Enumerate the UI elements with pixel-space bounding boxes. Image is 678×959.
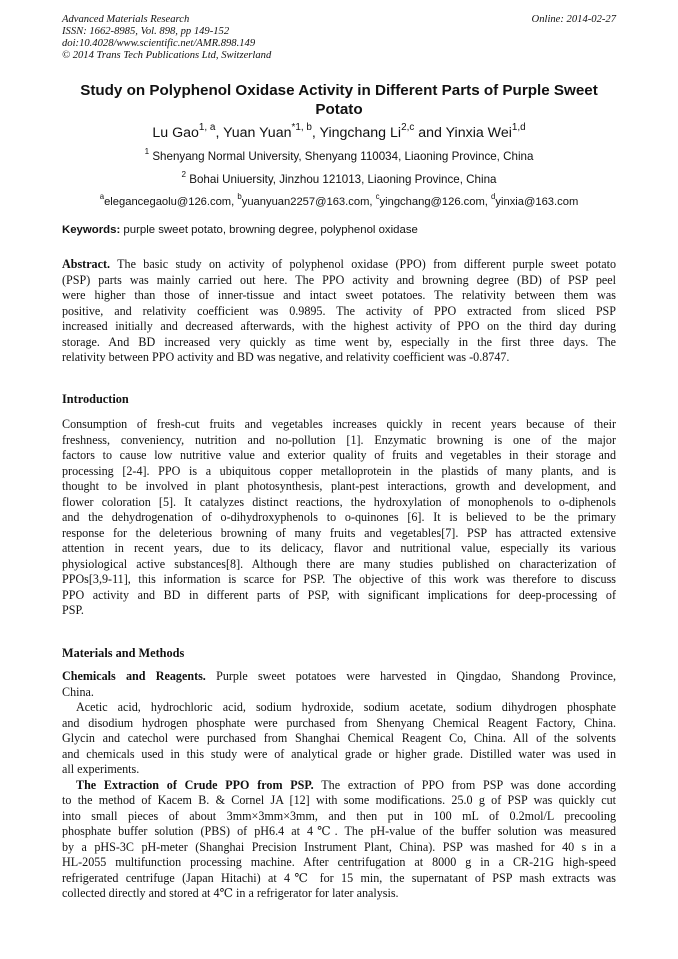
copyright-line: © 2014 Trans Tech Publications Ltd, Switzerland — [62, 50, 272, 61]
body-line: HL-2055 multifunction processing machine. After centrifugation at 8000 g in a CR-21G high-speed — [62, 855, 616, 869]
email-address[interactable]: yinxia@163.com — [495, 196, 579, 208]
body-line: Glycin and catechol were purchased from Shanghai Chemical Reagent Co, China. All of the solvents — [62, 731, 616, 745]
abstract-line: positive, and relativity coefficient was 0.9895. The activity of PPO extracted from sliced PSP — [62, 303, 616, 318]
body-line: PSP. — [62, 603, 84, 617]
author-name: Yingchang Li — [319, 125, 402, 141]
body-line: PPO activity and BD in different parts of PSP, with significant implications for deep-processing of — [62, 587, 616, 602]
author-affil-mark: *1, b — [291, 122, 312, 134]
journal-header — [62, 14, 482, 62]
body-line: refrigerated centrifuge (Japan Hitachi) at 4℃ for 15 min, the supernatant of PSP mash extracts was — [62, 870, 616, 885]
abstract-line — [62, 257, 616, 273]
body-line: and disodium hydrogen phosphate were purchased from Shenyang Chemical Reagent Factory, China. — [62, 715, 616, 730]
body-line: and the dehydrogenation of o-dihydroxyphenols to o-quinones [6]. It is believed to be the primary — [62, 510, 616, 524]
affiliation-text: Shenyang Normal University, Shenyang 110034, Liaoning Province, China — [149, 150, 534, 163]
email-address[interactable]: yuanyuan2257@163.com, — [241, 196, 376, 208]
body-line: and chemicals used in this study were of analytical grade or higher grade. Distilled water was used in — [62, 746, 616, 761]
author-name: Lu Gao — [152, 125, 199, 141]
body-line: phosphate buffer solution (PBS) of pH6.4 at 4℃. The pH-value of the buffer solution was measured — [62, 824, 616, 838]
body-line: by a pHS-3C pH-meter (Shanghai Precision Instrument Plant, China). PSP was mashed for 40 s in a — [62, 839, 616, 854]
issn-line: ISSN: 1662-8985, Vol. 898, pp 149-152 — [62, 26, 230, 37]
author-name: Yinxia Wei — [445, 125, 512, 141]
abstract-label: Abstract. — [62, 257, 111, 271]
keywords-text: purple sweet potato, browning degree, polyphenol oxidase — [120, 224, 418, 236]
introduction-heading: Introduction — [62, 392, 129, 406]
methods-heading: Materials and Methods — [62, 646, 185, 660]
body-line: China. — [62, 684, 94, 699]
journal-name: Advanced Materials Research — [62, 14, 190, 25]
body-line: factors to cause low nutritive value and exterior quality of fruits and vegetables in their storage and — [62, 448, 616, 462]
doi-line: doi:10.4028/www.scientific.net/AMR.898.149 — [62, 38, 256, 49]
email-address[interactable]: elegancegaolu@126.com, — [104, 196, 238, 208]
body-line: to the method of Kacem B. & Cornel JA [12] with some modifications. 25.0 g of PSP was quickly cut — [62, 793, 616, 807]
online-date: Online: 2014-02-27 — [531, 14, 616, 25]
subsection-label: The Extraction of Crude PPO from PSP. — [76, 777, 314, 792]
paper-title — [62, 81, 616, 119]
email-mark: c — [375, 192, 380, 202]
author-affil-mark: 1,d — [511, 122, 526, 134]
body-line: freshness, conveniency, nutrition and no-pollution [1]. Enzymatic browning is one of the major — [62, 432, 616, 447]
author-separator: , — [215, 125, 224, 141]
subsection-label: Chemicals and Reagents. — [62, 669, 206, 683]
affiliation-1 — [62, 147, 616, 164]
abstract-line: increased initially and decreased afterwards, with the highest activity of PPO on the third day during — [62, 319, 616, 333]
abstract-line: relativity between PPO activity and BD was negative, and relativity coefficient was -0.8747. — [62, 350, 510, 364]
body-line: attention in recent years, due to its delicacy, flavor and nutritional value, especially its various — [62, 541, 616, 555]
introduction-body — [62, 417, 616, 619]
affiliation-mark: 1 — [144, 147, 150, 157]
author-list — [62, 124, 616, 143]
body-line: PPOs[3,9-11], this information is scarce for PSP. The objective of this work was therefore to discuss — [62, 572, 616, 586]
abstract — [62, 257, 616, 366]
affiliation-mark: 2 — [181, 170, 187, 180]
author-emails — [62, 192, 616, 209]
body-line: all experiments. — [62, 762, 140, 776]
email-mark: a — [99, 192, 105, 202]
body-line: Acetic acid, hydrochloric acid, sodium hydroxide, sodium acetate, sodium dihydrogen phosphate — [76, 700, 616, 714]
body-line: thought to be involved in plant photosynthesis, plant-pest interactions, growth and development, and — [62, 479, 616, 493]
abstract-text: The basic study on activity of polyphenol oxidase (PPO) from different purple sweet potato — [110, 257, 616, 271]
email-mark: d — [491, 192, 496, 202]
author-name: Yuan Yuan — [223, 125, 292, 141]
title-line-1: Study on Polyphenol Oxidase Activity in Different Parts of Purple Sweet — [80, 82, 598, 99]
author-separator: and — [414, 125, 446, 141]
body-line — [62, 778, 616, 794]
methods-body — [62, 669, 616, 902]
body-line: processing [2-4]. PPO is a ubiquitous copper metalloprotein in the plastids of many plants, and is — [62, 463, 616, 478]
title-line-2: Potato — [315, 101, 363, 118]
abstract-line: were higher than those of inner-tissue and intact sweet potatoes. The relativity between them was — [62, 288, 616, 302]
body-line: into small pieces of about 3mm×3mm×3mm, and then put in 100 mL of 0.2mol/L precooling — [62, 808, 616, 823]
email-mark: b — [237, 192, 242, 202]
body-text: Purple sweet potatoes were harvested in Qingdao, Shandong Province, — [205, 669, 616, 683]
email-address[interactable]: yingchang@126.com, — [379, 196, 492, 208]
body-line: Consumption of fresh-cut fruits and vegetables increases quickly in recent years because of their — [62, 417, 616, 431]
author-affil-mark: 2,c — [401, 122, 415, 134]
body-text: The extraction of PPO from PSP was done according — [313, 777, 617, 792]
author-separator: , — [311, 125, 320, 141]
body-line — [62, 669, 616, 685]
author-affil-mark: 1, a — [198, 122, 216, 134]
body-line: collected directly and stored at 4℃ in a refrigerator for later analysis. — [62, 886, 399, 900]
keywords-label: Keywords: — [62, 224, 121, 236]
abstract-line: (PSP) parts was mainly carried out here. The PPO activity and browning degree (BD) of PSP peel — [62, 272, 616, 287]
body-line: response for the deleterious browning of many fruits and vegetables[7]. PSP has attracted extensive — [62, 525, 616, 540]
affiliation-text: Bohai Uniuersity, Jinzhou 121013, Liaoning Province, China — [186, 173, 497, 186]
abstract-line: storage. And BD increased very quickly as time went by, especially in the first three days. The — [62, 334, 616, 349]
body-line: flower coloration [5]. It catalyzes distinct reactions, the hydroxylation of monophenols to o-diphenols — [62, 494, 616, 509]
keywords — [62, 223, 616, 237]
body-line: physiological active substances[8]. Although there are many studies published on characterization of — [62, 556, 616, 571]
affiliation-2 — [62, 170, 616, 187]
